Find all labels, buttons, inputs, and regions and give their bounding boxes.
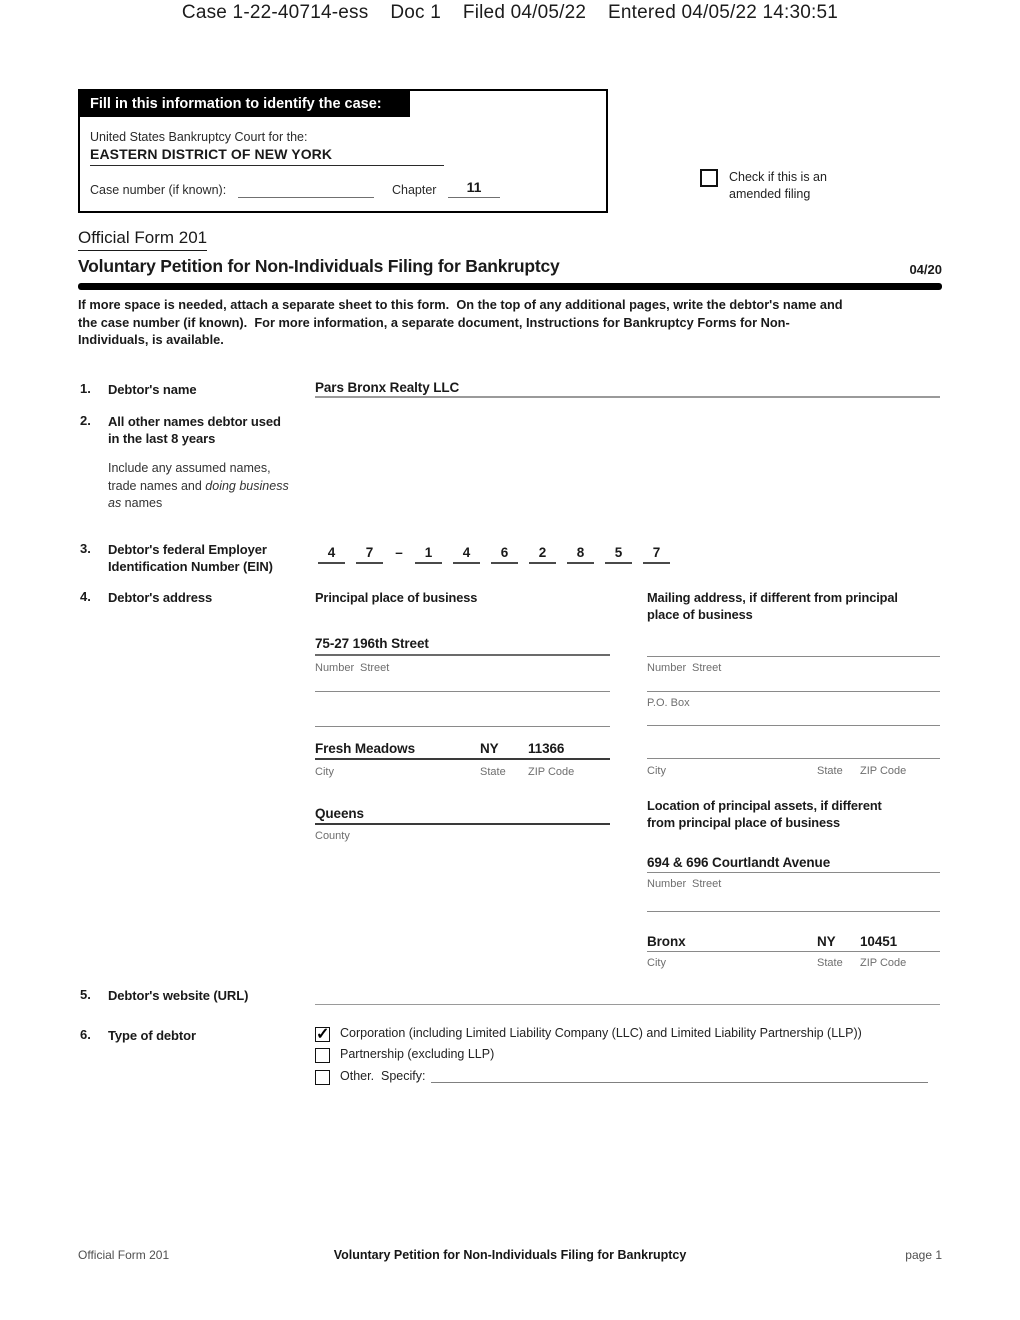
item2-label-line1: All other names debtor used [108,414,281,429]
debtor-name-field [315,379,940,398]
corporation-label: Corporation (including Limited Liability Company (LLC) and Limited Liability Partnership (LLP)) [340,1026,862,1040]
form-title: Voluntary Petition for Non-Individuals Filing for Bankruptcy [78,256,560,276]
amended-label-line1: Check if this is an [729,170,827,184]
item2-number: 2. [80,413,91,428]
website-url-field [315,1004,940,1005]
case-number-field [238,169,374,198]
principal-heading: Principal place of business [315,590,478,605]
ein-digit: 1 [415,545,442,564]
principal-city-field [315,738,610,760]
item2-note-text: Include any assumed names, trade names and [108,461,271,493]
form-intro-line: If more space is needed, attach a separate sheet to this form. On the top of any additional pages, write the debtor's name and [78,297,843,312]
item2-note-tail: names [121,496,163,510]
case-identification-box [78,89,608,213]
assets-city-value: Bronx [647,934,686,949]
mailing-heading-line1: Mailing address, if different from principal [647,590,898,605]
ein-digit: 7 [643,545,670,564]
field-sublabel-street: Street [692,662,722,674]
ein-digit: 8 [567,545,594,564]
item2-label [108,413,281,447]
item1-number: 1. [80,381,91,396]
assets-heading-line2: from principal place of business [647,815,841,830]
case-box-banner: Fill in this information to identify the case: [80,91,410,117]
title-divider-bar [78,283,942,290]
footer-page-number: page 1 [905,1248,942,1262]
partnership-checkbox [315,1048,330,1063]
footer-form-id: Official Form 201 [78,1248,170,1262]
item2-note [108,460,290,513]
principal-city-value: Fresh Meadows [315,741,415,756]
mailing-pobox-field [647,691,940,692]
assets-heading-line1: Location of principal assets, if different [647,798,882,813]
item5-number: 5. [80,987,91,1002]
other-label: Other. Specify: [340,1069,426,1083]
field-sublabel-number: Number [647,662,687,674]
debtor-type-option-partnership [315,1047,494,1063]
field-sublabel-city: City [315,766,334,778]
field-sublabel-city: City [647,765,666,777]
assets-street2-field [647,911,940,912]
field-sublabel-number: Number [647,878,687,890]
item4-number: 4. [80,589,91,604]
ein-digit: 7 [356,545,383,564]
principal-zip-value: 11366 [528,741,565,756]
case-number-label: Case number (if known): [90,183,227,197]
field-sublabel-state: State [480,766,506,778]
court-label: United States Bankruptcy Court for the: [90,130,308,144]
principal-county-field [315,803,610,825]
form-intro-line: the case number (if known). For more information, a separate document, Instructions for Bankruptcy Forms for Non- [78,314,790,330]
ein-digit: 4 [453,545,480,564]
ein-digit: 6 [491,545,518,564]
field-sublabel-city: City [647,957,666,969]
ein-digit: 4 [318,545,345,564]
principal-state-value: NY [480,741,499,756]
amended-filing-checkbox [700,169,718,187]
item3-label [108,541,273,575]
item6-number: 6. [80,1027,91,1042]
item2-label-line2: in the last 8 years [108,431,216,446]
amended-filing-label [729,169,827,203]
mailing-street-field [647,656,940,657]
principal-street-field [315,635,610,656]
ein-digit: 2 [529,545,556,564]
item4-label: Debtor's address [108,590,213,605]
ein-dash: – [395,545,403,560]
field-sublabel-pobox: P.O. Box [647,697,690,709]
assets-zip-value: 10451 [860,934,898,949]
chapter-label: Chapter [392,183,437,197]
item2-note-italic: doing business as [108,478,289,510]
principal-county-value: Queens [315,806,364,821]
assets-heading [647,797,882,831]
form-intro-line: Individuals, is available. [78,332,224,347]
debtor-type-option-other [315,1069,928,1085]
field-sublabel-county: County [315,830,350,842]
item1-label: Debtor's name [108,382,197,397]
item3-label-line2: Identification Number (EIN) [108,559,273,574]
item3-label-line1: Debtor's federal Employer [108,542,267,557]
partnership-label: Partnership (excluding LLP) [340,1047,495,1061]
mailing-heading [647,589,898,623]
item6-label: Type of debtor [108,1028,196,1043]
mailing-heading-line2: place of business [647,607,753,622]
item5-label: Debtor's website (URL) [108,988,249,1003]
field-sublabel-state: State [817,765,843,777]
assets-street-value: 694 & 696 Courtlandt Avenue [647,855,831,870]
assets-state-value: NY [817,934,836,949]
mailing-street2-field [647,725,940,726]
form-intro [78,296,843,349]
court-name-field: EASTERN DISTRICT OF NEW YORK [90,146,444,166]
amended-filing [700,169,827,203]
ecf-filing-stamp: Case 1-22-40714-ess Doc 1 Filed 04/05/22 Entered 04/05/22 14:30:51 [181,2,839,23]
assets-city-field [647,930,940,952]
form-version: 04/20 [909,262,942,277]
corporation-checkbox [315,1027,330,1042]
assets-street-field [647,851,940,873]
field-sublabel-zip: ZIP Code [860,957,907,969]
field-sublabel-street: Street [360,662,390,674]
footer-title: Voluntary Petition for Non-Individuals Filing for Bankruptcy [333,1248,687,1262]
form-title-row [78,256,942,277]
field-sublabel-zip: ZIP Code [860,765,907,777]
other-checkbox [315,1070,330,1085]
principal-street2-field [315,691,610,692]
chapter-field: 11 [448,179,500,198]
form-id: Official Form 201 [78,228,207,251]
principal-street3-field [315,726,610,727]
debtor-name-value: Pars Bronx Realty LLC [315,380,460,395]
ein-digit: 5 [605,545,632,564]
field-sublabel-zip: ZIP Code [528,766,575,778]
item3-number: 3. [80,541,91,556]
field-sublabel-street: Street [692,878,722,890]
ein-field [318,544,681,564]
amended-label-line2: amended filing [729,187,811,201]
other-specify-field [431,1069,928,1083]
field-sublabel-state: State [817,957,843,969]
mailing-city-field [647,758,940,759]
debtor-type-option-corporation [315,1026,862,1042]
field-sublabel-number: Number [315,662,355,674]
principal-street-value: 75-27 196th Street [315,636,429,651]
